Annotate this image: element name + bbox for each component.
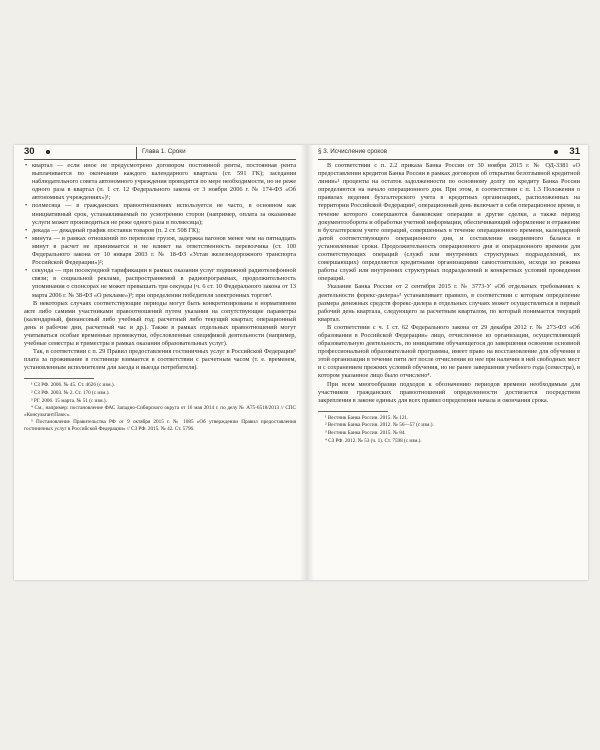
left-running-head: Глава 1. Сроки bbox=[142, 148, 186, 155]
right-page bbox=[318, 145, 580, 580]
bullet-dot-icon bbox=[46, 150, 50, 154]
footnote: ² Вестник Банка России. 2012. № 56—57 (с изм.). bbox=[325, 422, 434, 429]
book-spread bbox=[14, 145, 588, 580]
bullet-dot-icon bbox=[554, 150, 558, 154]
paragraph: Так, в соответствии с п. 29 Правил предоставления гостиничных услуг в Российской Федерации⁵ плата за проживание в гостинице взимается в соответствии с расчетным часом (т. е. временем, установленным исполнителем для заезда и выезда потребителя). bbox=[24, 348, 296, 372]
list-item: • квартал — если иное не предусмотрено договором постоянной ренты, постоянная рента выплачивается по окончании каждого календарного квартала (ст. 591 ГК); заседания наблюдательного совета автономного учреждения проводятся по мере необходимости, но не реже одного раза в квартал (п. 1 ст. 12 Федерального закона от 3 ноября 2006 г. № 174-ФЗ «Об автономных учреждениях»)¹; bbox=[24, 162, 296, 202]
footnote: ⁴ См., например: постановление ФАС Западно-Сибирского округа от 16 мая 2014 г. по делу № А75-6518/2013 // СПС «КонсультантПлюс». bbox=[24, 405, 296, 418]
paragraph: При всем многообразии подходов к обозначению периодов времени необходимым для участников гражданских правоотношений определенности достигается посредством закрепления в законе единых для всех правил определения начала и окончания срока. bbox=[318, 380, 580, 404]
footnote: ⁵ Постановление Правительства РФ от 9 октября 2015 г. № 1085 «Об утверждении Правил предоставления гостиничных услуг в Российской Федерации» // СЗ РФ. 2015. № 42. Ст. 5796. bbox=[24, 419, 296, 432]
left-page bbox=[24, 145, 296, 580]
right-footnotes bbox=[318, 415, 580, 444]
left-footnotes bbox=[24, 382, 296, 432]
list-item: • полмесяца — в гражданских правоотношениях используется не часто, в основном как инициативный срок, устанавливаемый по усмотрению сторон (например, оплата за оказанные услуги может производиться не реже одного раза в полмесяца); bbox=[24, 202, 296, 226]
left-page-header bbox=[24, 147, 296, 160]
paragraph: В некоторых случаях соответствующие периоды могут быть конкретизированы в нормативном акте либо самими участниками правоотношений путем указания на сопутствующие параметры (календарный, финансовый либо учебный год; расчетный либо текущий квартал; операционный день и рабочие дни, расчетный час и др.). Также в рамках отдельных правоотношений могут учитываться особые временные промежутки, обусловленные спецификой деятельности (например, учебные семестры и триместры в рамках оказания образовательных услуг). bbox=[24, 299, 296, 348]
header-divider bbox=[136, 147, 137, 159]
paragraph: В соответствии с ч. 1 ст. 62 Федерального закона от 29 декабря 2012 г. № 273-ФЗ «Об образовании в Российской Федерации» лицо, отчисленное из организации, осуществляющей образовательную деятельность, по инициативе обучающегося до завершения освоения основной профессиональной образовательной программы, имеет право на восстановление для обучения в этой организации в течение пяти лет после отчисления из нее при наличии в ней свободных мест и с сохранением прежних условий обучения, но не ранее завершения учебного года (семестра), в котором указанное лицо было отчислено⁴. bbox=[318, 323, 580, 380]
left-page-number: 30 bbox=[24, 146, 35, 157]
footnote: ⁴ СЗ РФ. 2012. № 53 (ч. 1). Ст. 7598 (с изм.). bbox=[325, 437, 422, 444]
footnote: ¹ СЗ РФ. 2006. № 45. Ст. 4626 (с изм.). bbox=[31, 382, 115, 389]
list-item: • декада — декадный график поставки товаров (п. 2 ст. 508 ГК); bbox=[24, 227, 296, 235]
footnote: ² СЗ РФ. 2003. № 2. Ст. 170 (с изм.). bbox=[31, 390, 110, 397]
list-item: • минута — в рамках отношений по перевозке грузов, задержка вагонов менее чем на пятнадцать минут в расчет не принимается и не влияет на ответственность перевозчика (ст. 100 Федерального закона от 10 января 2003 г. № 18-ФЗ «Устав железнодорожного транспорта Российской Федерации»)²; bbox=[24, 235, 296, 267]
right-page-number: 31 bbox=[569, 146, 580, 157]
paragraph: В соответствии с п. 2.2 приказа Банка России от 30 ноября 2015 г. № ОД-3381 «О предоставлении кредитов Банка России в рамках договоров об открытии безотзывной кредитной линии»¹ проценты на остаток задолженности по основному долгу по кредиту Банка России определяются на начало операционного дня. При этом, в соответствии с п. 1.3 Положения о правилах ведения бухгалтерского учета в кредитных организациях, расположенных на территории Российской Федерации², операционный день включает в себя операционное время, в течение которого совершаются банковские операции и другие сделки, а также период документооборота и обработки учетной информации, обеспечивающий оформление и отражение в бухгалтерском учете операций, совершенных в течение операционного времени, календарной датой соответствующего операционного дня, и составление ежедневного баланса в установленные сроки. Продолжительность операционного дня и операционного времени для соответствующих операций (служб или внутренних структурных подразделений, их совершающих) определяется кредитными организациями самостоятельно, исходя из режима работы служб или внутренних структурных подразделений и конкретных условий проведения операций. bbox=[318, 162, 580, 283]
footnote: ³ Вестник Банка России. 2015. № 84. bbox=[325, 430, 406, 436]
paragraph: Указание Банка России от 2 сентября 2015 г. № 3773-У «Об отдельных требованиях к деятельности форекс-дилера»³ устанавливает правило, в соответствии с которым определение размера денежных средств форекс-дилера в отдельных случаях может осуществляться в первый рабочий день квартала, следующего за расчетным кварталом, по который понимается текущий квартал. bbox=[318, 283, 580, 323]
right-page-header bbox=[318, 147, 580, 160]
footnote: ¹ Вестник Банка России. 2015. № 121. bbox=[325, 414, 409, 421]
list-item: • секунда — при посекундной тарификации в рамках оказания услуг подвижной радиотелефонной связи; в социальной рекламе, распространяемой в радиопрограммах, продолжительность упоминания о спонсорах не может превышать три секунды (ч. 6 ст. 10 Федерального закона от 13 марта 2006 г. № 38-ФЗ «О рекламе»)³; при определении победителя электронных торгов⁴. bbox=[24, 267, 296, 299]
left-page-body bbox=[24, 162, 296, 434]
right-page-body bbox=[318, 162, 580, 445]
book-gutter bbox=[300, 145, 314, 580]
footnote: ³ РГ. 2006. 15 марта. № 51 (с изм.). bbox=[31, 397, 107, 404]
period-list bbox=[24, 162, 296, 300]
right-running-head: § 3. Исчисление сроков bbox=[318, 148, 388, 155]
